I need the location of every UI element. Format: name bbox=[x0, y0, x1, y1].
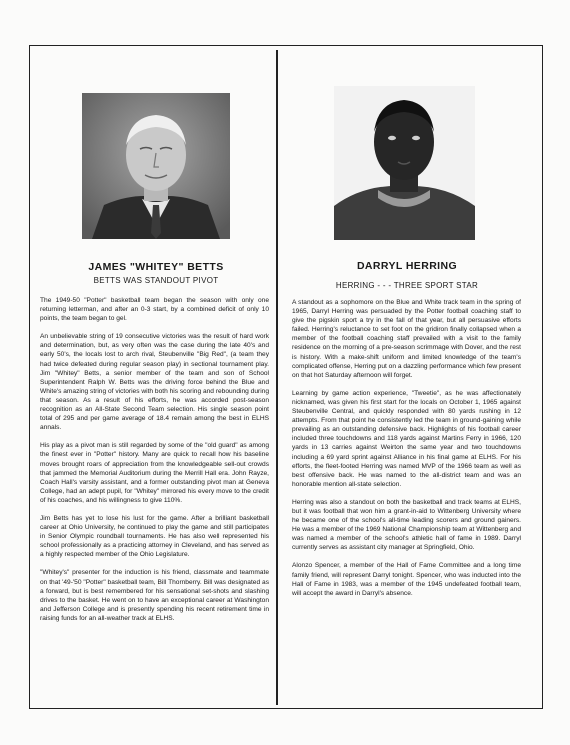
betts-name: JAMES "WHITEY" BETTS bbox=[88, 261, 224, 273]
herring-photo bbox=[334, 86, 475, 240]
betts-photo bbox=[82, 93, 230, 239]
betts-article bbox=[40, 296, 269, 632]
paragraph: Alonzo Spencer, a member of the Hall of Fame Committee and a long time family friend, will represent Darryl tonight. Spencer, who was inducted into the Hall of Fame in 1983, was a member of the 1945 undefeated football team, will accept the award in Darryl's absence. bbox=[292, 562, 521, 597]
paragraph: A standout as a sophomore on the Blue and White track team in the spring of 1965, Darryl Herring was persuaded by the Potter football coaching staff to give the pigskin sport a try in the fall of that year, but all persuasive efforts failed. Herring's reluctance to set foot on the gridiron finally collapsed when a member of the football coaching staff prevailed with a visit to the family residence on the morning of a pre-season scrimmage with Dover, and the rest is history. With a make-shift uniform and limited knowledge of the team's complicated offense, Herring put on a dazzling performance which few present on that hot Saturday afternoon will forget. bbox=[292, 299, 521, 379]
paragraph: Herring was also a standout on both the basketball and track teams at ELHS, but it was football that won him a grant-in-aid to Wittenberg University where he became one of the school's all-time leading scorers and ground gainers. He was a member of the 1969 National Championship team at Wittenberg and was named a member of the school's athletic hall of fame in 1989. Darryl currently serves as assistant city manager at Springfield, Ohio. bbox=[292, 498, 521, 552]
herring-article bbox=[292, 298, 521, 607]
paragraph: The 1949-50 "Potter" basketball team began the season with only one returning letterman, and after an 0-3 start, by a combined deficit of only 10 points, the team began to gel. bbox=[40, 297, 269, 323]
paragraph: His play as a pivot man is still regarded by some of the "old guard" as among the finest ever in "Potter" history. Many are quick to recall how his baseline moves brought roars of appreciation from the knowledgeable sell-out crowds that jammed the Memorial Auditorium during the Merrill Hall era. John Rayze, Coach Hall's varsity assistant, and a former outstanding pivot man at Geneva College, had an adept pupil, for "Whitey" mirrored his every move to the credit of his coaches, and his willingness to give 110%. bbox=[40, 442, 269, 504]
herring-subtitle: HERRING - - - THREE SPORT STAR bbox=[335, 281, 479, 290]
betts-subtitle: BETTS WAS STANDOUT PIVOT bbox=[93, 276, 219, 285]
column-divider bbox=[276, 50, 278, 705]
paragraph: "Whitey's" presenter for the induction is his friend, classmate and teammate on that '49-'50 "Potter" basketball team, Bill Thornberry. Bill was designated as a forward, but is best remembered for his sensational set-shots and slashing drives to the basket. He went on to have an exceptional career at Washington and Jefferson College and is presently spending his recent retirement time in raising funds for an all-weather track at ELHS. bbox=[40, 569, 269, 622]
paragraph: Jim Betts has yet to lose his lust for the game. After a brilliant basketball career at Ohio University, he continued to play the game and still participates in Senior Olympic roundball tournaments. He has also well represented his school professionally as a practicing attorney in Cleveland, and has served as a highly respected member of the Ohio Legislature. bbox=[40, 514, 269, 559]
herring-name: DARRYL HERRING bbox=[356, 260, 458, 272]
paragraph: An unbelievable string of 19 consecutive victories was the result of hard work and determination, but, as very often was the case during the late 40's and early 50's, the locals lost to arch rival, Steubenville "Big Red", (a team they had twice defeated during regular season play) in sectional tournament play. Jim "Whitey" Betts, a senior member of the team and son of School Superintendent Ralph W. Betts was the driving force behind the Blue and White's amazing string of victories with both his scoring and rebounding during that season. As a result of his efforts, he was accorded post-season recognition as an All-State Second Team selection. His single season point total of 295 and per game average of 18.4 remain among the best in ELHS annals. bbox=[40, 333, 269, 432]
paragraph: Learning by game action experience, "Tweetie", as he was affectionately nicknamed, was given his first start for the locals on October 1, 1965 against Steubenville Central, and quickly responded with 80 yards rushing in 12 attempts. From that point he consistently led the team in ground-gaining while prevailing as an outstanding defensive back. Highlights of his football career included three touchdowns and 118 yards against Martins Ferry in 1966, 120 yards in 13 carries against Weirton the same year and two touchdowns including a 69 yard sprint against Alliance in his final game at ELHS. For his efforts, the fleet-footed Herring was named MVP of the 1966 team as well as best offensive back. He was named to the all-district team and was an honorable mention all-state selection. bbox=[292, 389, 521, 488]
